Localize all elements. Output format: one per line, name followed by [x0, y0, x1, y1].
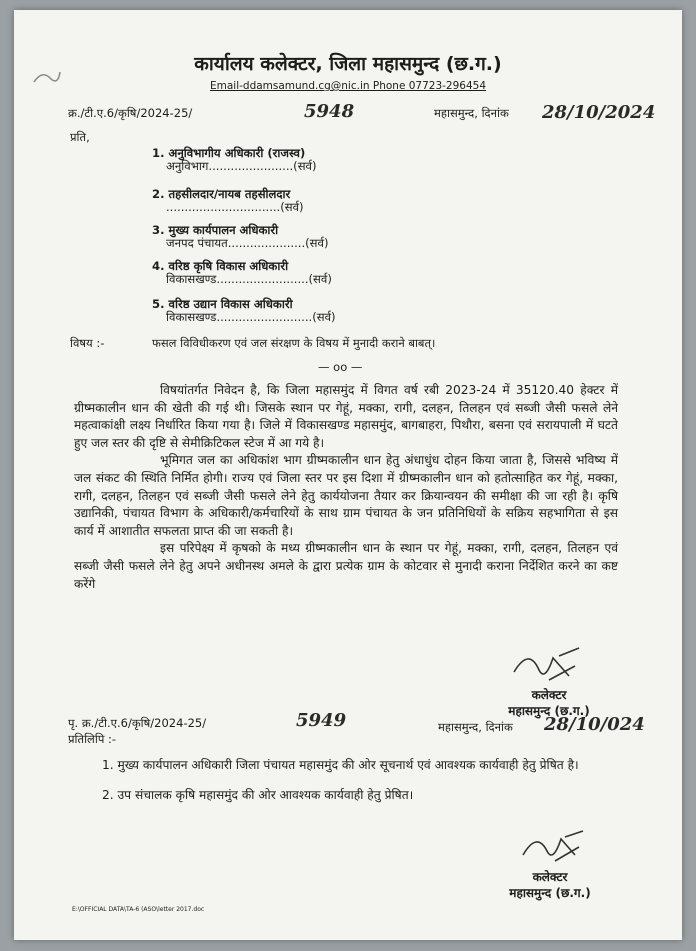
- subject-text: फसल विविधीकरण एवं जल संरक्षण के विषय में मुनादी कराने बाबत्।: [152, 336, 436, 350]
- body-paragraph: इस परिपेक्ष्य में कृषको के मध्य ग्रीष्मकालीन धान के स्थान पर गेहूं, मक्का, रागी, दलहन, तिलहन एवं सब्जी जैसी फसले लेने हेतु अपने अधीनस्थ अमले के द्वारा प्रत्येक ग्राम के कोटवार से मुनादी कराना निर्देशित करने का कष्ट करेंगे: [74, 541, 618, 591]
- body-paragraph: विषयांतर्गत निवेदन है, कि जिला महासमुंद में विगत वर्ष रबी 2023-24 में 35120.40 हेक्टर में ग्रीष्मकालीन धान की खेती की गई थी। जिसके स्थान पर गेहूं, मक्का, रागी, दलहन, तिलहन एवं सब्जी जैसी फसले लेने महत्वाकांक्षी लक्ष्य निर्धारित किया गया है। जिले में विकासखण्ड महासमुंद, बागबाहरा, पिथौरा, बसना एवं सरायपाली में घटते हुए जल स्तर की दृष्टि से सेमीक्रिटिकल स्टेज में आ गये है।: [74, 383, 618, 450]
- letter-body: [74, 382, 618, 593]
- file-path-footer: E:\OFFICIAL DATA\TA-6 (ASO\letter 2017.doc: [72, 906, 205, 913]
- copy-label: प्रतिलिपि :-: [68, 732, 117, 746]
- signature-scribble: [509, 642, 589, 687]
- signature-place: महासमुन्द (छ.ग.): [509, 886, 591, 900]
- letter-page: [14, 10, 682, 940]
- subject-label: विषय :-: [70, 336, 105, 350]
- contact-line: Email-ddamsamund.cg@nic.in Phone 07723-296454: [209, 80, 487, 92]
- place-date-label: महासमुन्द, दिनांक: [438, 720, 513, 734]
- handwritten-date: 28/10/024: [544, 714, 645, 735]
- addressee-item: 5. वरिष्ठ उद्यान विकास अधिकारी विकासखण्ड..........................(सर्व): [152, 297, 336, 324]
- addressee-item: 4. वरिष्ठ कृषि विकास अधिकारी विकासखण्ड.........................(सर्व): [152, 259, 332, 286]
- signature-title: कलेक्टर: [532, 870, 568, 884]
- reference-number-label: क्र./टी.ए.6/कृषि/2024-25/: [68, 106, 193, 120]
- handwritten-date: 28/10/2024: [542, 102, 656, 123]
- handwritten-ref-number: 5948: [304, 101, 355, 122]
- separator: — oo —: [318, 360, 363, 374]
- body-paragraph: भूमिगत जल का अधिकांश भाग ग्रीष्मकालीन धान हेतु अंधाधुंध दोहन किया जाता है, जिससे भविष्य में जल संकट की स्थिति निर्मित होगी। राज्य एवं जिला स्तर पर इस दिशा में ग्रीष्मकालीन धान को हतोत्साहित कर गेहूं, मक्का, रागी, दलहन, तिलहन एवं सब्जी जैसी फसले लेने हेतु कार्ययोजना तैयार कर क्रियान्वयन की समीक्षा की जा रही है। कृषि उद्यानिकी, पंचायत विभाग के अधिकारी/कर्मचारियों के साथ ग्राम पंचायत के जन प्रतिनिधियों के सक्रिय सहभागिता से इस कार्य में आशातीत सफलता प्राप्त की जा सकती है।: [74, 453, 618, 538]
- copy-item: 1. मुख्य कार्यपालन अधिकारी जिला पंचायत महासमुंद की ओर सूचनार्थ एवं आवश्यक कार्यवाही हेतु प्रेषित है।: [102, 758, 579, 772]
- addressee-item: 1. अनुविभागीय अधिकारी (राजस्व) अनुविभाग.......................(सर्व): [152, 146, 317, 173]
- signature-title: कलेक्टर: [531, 688, 567, 702]
- office-title: कार्यालय कलेक्टर, जिला महासमुन्द (छ.ग.): [194, 53, 502, 75]
- addressee-item: 2. तहसीलदार/नायब तहसीलदार ...............................(सर्व): [152, 187, 304, 214]
- endorsement-ref-label: पृ. क्र./टी.ए.6/कृषि/2024-25/: [68, 716, 207, 730]
- place-date-label: महासमुन्द, दिनांक: [434, 106, 509, 120]
- addressee-item: 3. मुख्य कार्यपालन अधिकारी जनपद पंचायत.....................(सर्व): [152, 223, 329, 250]
- signature-place: महासमुन्द (छ.ग.): [508, 704, 590, 718]
- copy-item: 2. उप संचालक कृषि महासमुंद की ओर आवश्यक कार्यवाही हेतु प्रेषित।: [102, 788, 414, 802]
- handwritten-ref-number: 5949: [296, 710, 347, 731]
- to-label: प्रति,: [70, 130, 90, 144]
- copy-list: [102, 754, 622, 806]
- signature-scribble: [519, 825, 589, 867]
